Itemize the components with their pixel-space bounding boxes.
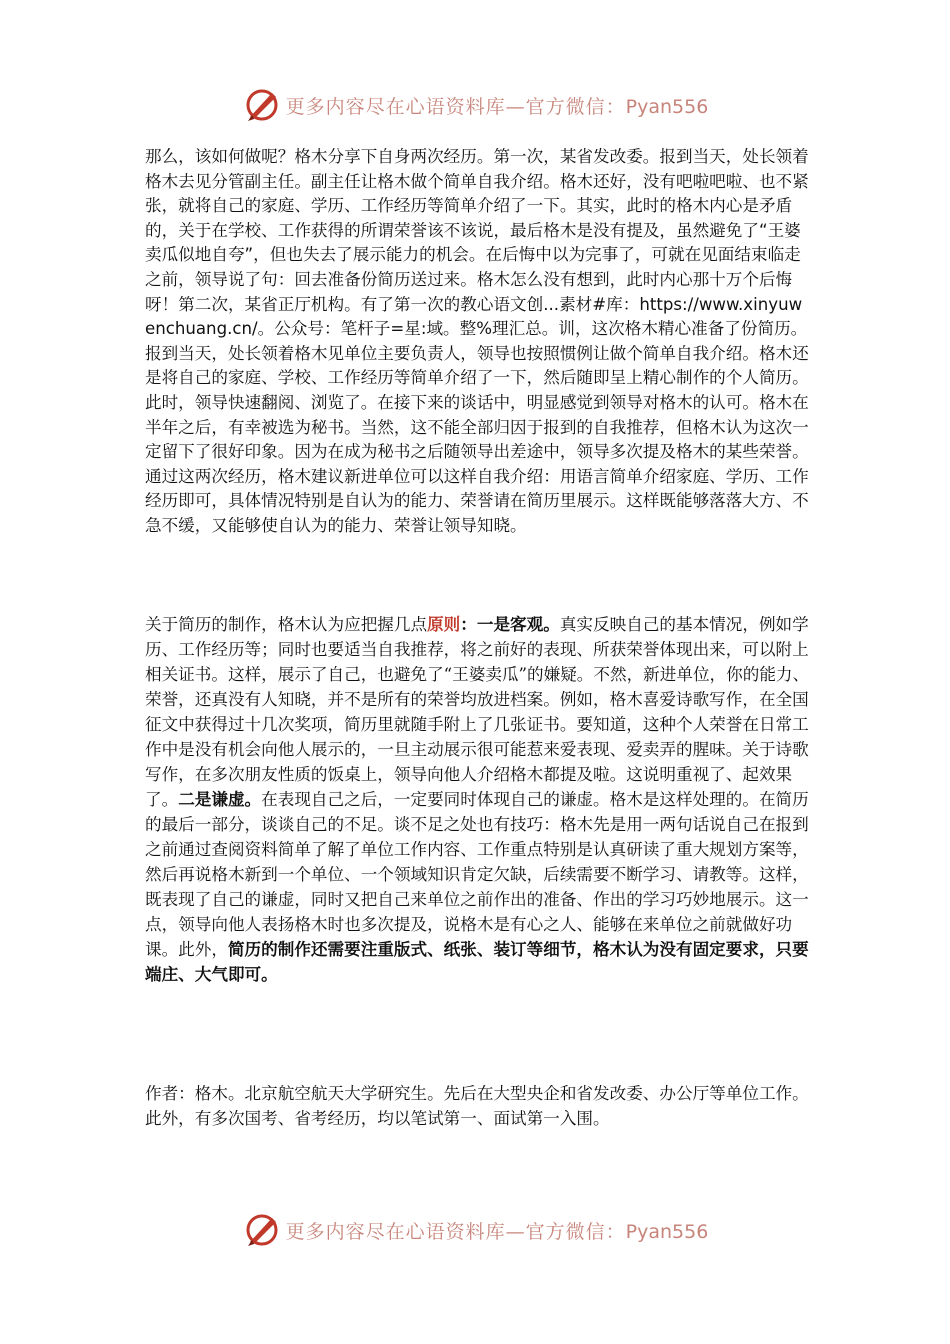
paragraph-author: 作者：格木。北京航空航天大学研究生。先后在大型央企和省发改委、办公厅等单位工作。此外，有多次国考、省考经历，均以笔试第一、面试第一入围。: [145, 1084, 809, 1128]
pen-logo-icon: [242, 85, 282, 125]
banner-wechat-id: Pyan556: [625, 95, 709, 118]
banner-title: 更多内容尽在心语资料库—官方微信：: [285, 1220, 626, 1243]
banner-wechat-id: Pyan556: [625, 1220, 709, 1243]
closing-bold-text: 简历的制作还需要注重版式、纸张、装订等细节，格木认为没有固定要求，只要端庄、大气即可。: [145, 939, 809, 984]
principle-keyword: 原则: [427, 614, 461, 634]
point2-body: 在表现自己之后，一定要同时体现自己的谦虚。格木是这样处理的。在简历的最后一部分，谈谈自己的不足。谈不足之处也有技巧：格木先是用一两句话说自己在报到之前通过查阅资料简单了解了单位工作内容、工作重点特别是认真研读了重大规划方案等，然后再说格木新到一个单位、一个领域知识肯定欠缺，后续需要不断学习、请教等。这样，既表现了自己的谦虚，同时又把自己来单位之前作出的准备、作出的学习巧妙地展示。这一点，领导向他人表扬格木时也多次提及，说格木是有心之人、能够在来单位之前就做好功课。此外，: [145, 790, 809, 959]
point1-body: 真实反映自己的基本情况，例如学历、工作经历等；同时也要适当自我推荐，将之前好的表现、所获荣誉体现出来，可以附上相关证书。这样，展示了自己，也避免了“王婆卖瓜”的嫌疑。不然，新进单位，你的能力、荣誉，还真没有人知晓，并不是所有的荣誉均放进档案。例如，格木喜爱诗歌写作，在全国征文中获得过十几次奖项，简历里就随手附上了几张证书。要知道，这种个人荣誉在日常工作中是没有机会向他人展示的，一旦主动展示很可能惹来爱表现、爱卖弄的腥味。关于诗歌写作，在多次朋友性质的饭桌上，领导向他人介绍格木都提及啦。这说明重视了、起效果了。: [145, 615, 810, 809]
point2-title: 二是谦虚。: [178, 789, 262, 809]
banner-text: [286, 92, 709, 119]
paragraph-resume-principles: [145, 612, 810, 987]
footer-banner: [0, 1207, 950, 1253]
principle-colon: ：: [460, 614, 477, 634]
header-banner: [0, 82, 950, 128]
point1-title: 一是客观。: [476, 614, 560, 634]
principles-intro: 关于简历的制作，格木认为应把握几点: [145, 615, 428, 634]
banner-text: [286, 1217, 709, 1244]
pen-logo-icon: [242, 1210, 282, 1250]
banner-title: 更多内容尽在心语资料库—官方微信：: [285, 95, 626, 118]
paragraph-experience: 那么，该如何做呢？格木分享下自身两次经历。第一次，某省发改委。报到当天，处长领着格木去见分管副主任。副主任让格木做个简单自我介绍。格木还好，没有吧啦吧啦、也不紧张，就将自己的家庭、学历、工作经历等简单介绍了一下。其实，此时的格木内心是矛盾的，关于在学校、工作获得的所谓荣誉该不该说，最后格木是没有提及，虽然避免了“王婆卖瓜似地自夸”，但也失去了展示能力的机会。在后悔中以为完事了，可就在见面结束临走之前，领导说了句：回去准备份简历送过来。格木怎么没有想到，此时内心那十万个后悔呀！第二次，某省正厅机构。有了第一次的教心语文创...素材#库：https://www.xinyuwenchuang.cn/。公众号：笔杆子=星:域。整%理汇总。训，这次格木精心准备了份简历。报到当天，处长领着格木见单位主要负责人，领导也按照惯例让做个简单自我介绍。格木还是将自己的家庭、学校、工作经历等简单介绍了一下，然后随即呈上精心制作的个人简历。此时，领导快速翻阅、浏览了。在接下来的谈话中，明显感觉到领导对格木的认可。格木在半年之后，有幸被选为秘书。当然，这不能全部归因于报到的自我推荐，但格木认为这次一定留下了很好印象。因为在成为秘书之后随领导出差途中，领导多次提及格木的某些荣誉。通过这两次经历，格木建议新进单位可以这样自我介绍：用语言简单介绍家庭、学历、工作经历即可，具体情况特别是自认为的能力、荣誉请在简历里展示。这样既能够落落大方、不急不缓，又能够使自认为的能力、荣誉让领导知晓。: [145, 147, 809, 535]
